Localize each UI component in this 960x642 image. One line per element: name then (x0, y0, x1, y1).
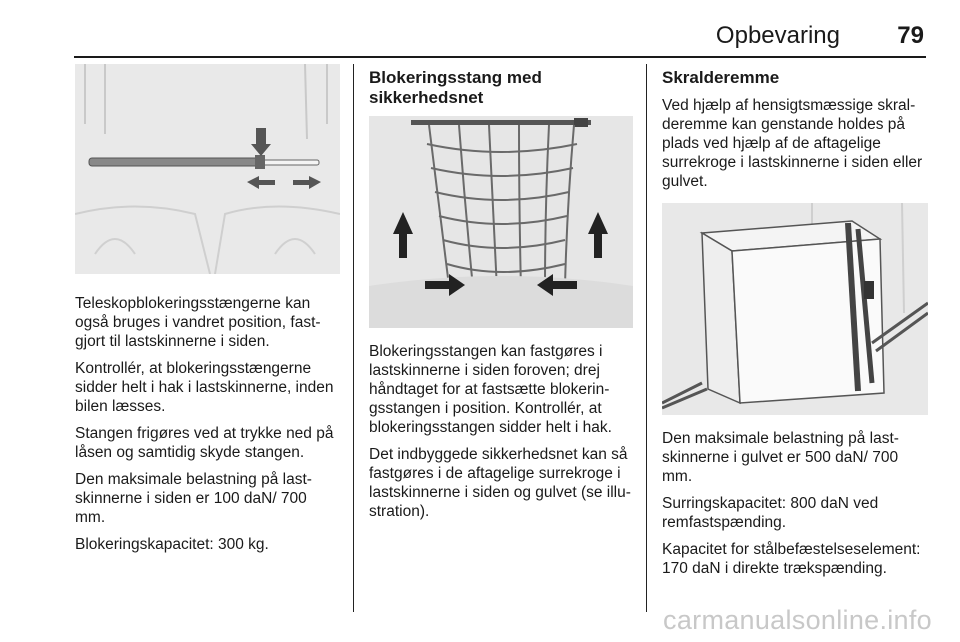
paragraph: Blokeringsstangen kan fastgøres i lastskinnerne i siden foroven; drej håndtaget for at fastsætte blokeringsstangen i position. Kontrollér, at blokeringsstangen sidder helt i hak. (369, 343, 612, 436)
paragraph: Kapacitet for stålbefæstelseselement: 170 daN i direkte trækspænding. (662, 541, 921, 577)
column-divider (646, 64, 647, 612)
paragraph: Det indbyggede sikkerhedsnet kan så fastgøres i de aftagelige surrekroge i lastskinnerne i siden og gulvet (se illustration). (369, 446, 631, 520)
column-1 (75, 64, 340, 562)
paragraph: Surringskapacitet: 800 daN ved remfastspænding. (662, 495, 879, 531)
column-2 (369, 64, 633, 529)
paragraph: Stangen frigøres ved at trykke ned på låsen og samtidig skyde stangen. (75, 425, 334, 461)
safety-net-illustration (369, 116, 633, 328)
paragraph: Den maksimale belastning på lastskinnerne i siden er 100 daN/ 700 mm. (75, 471, 312, 526)
paragraph: Teleskopblokeringsstængerne kan også bruges i vandret position, fastgjort til lastskinnerne i siden. (75, 295, 321, 350)
watermark: carmanualsonline.info (663, 605, 932, 635)
section-heading: Skralderemme (662, 68, 780, 87)
paragraph: Blokeringskapacitet: 300 kg. (75, 536, 269, 553)
section-heading: Blokeringsstang med sikkerhedsnet (369, 68, 542, 107)
ratchet-strap-illustration (662, 203, 928, 415)
column-divider (353, 64, 354, 612)
paragraph: Den maksimale belastning på lastskinnerne i gulvet er 500 daN/ 700 mm. (662, 430, 899, 485)
column-3 (662, 64, 928, 586)
page-header (0, 0, 960, 60)
paragraph: Ved hjælp af hensigtsmæssige skralderemme kan genstande holdes på plads ved hjælp af de aftagelige surrekroge i lastskinnerne i siden eller gulvet. (662, 97, 923, 190)
page-title: Opbevaring (715, 22, 840, 49)
page-number: 79 (897, 22, 924, 49)
header-rule (74, 56, 926, 58)
telescopic-bar-illustration (75, 64, 340, 274)
paragraph: Kontrollér, at blokeringsstængerne sidder helt i hak i lastskinnerne, inden bilen læsses. (75, 360, 334, 415)
